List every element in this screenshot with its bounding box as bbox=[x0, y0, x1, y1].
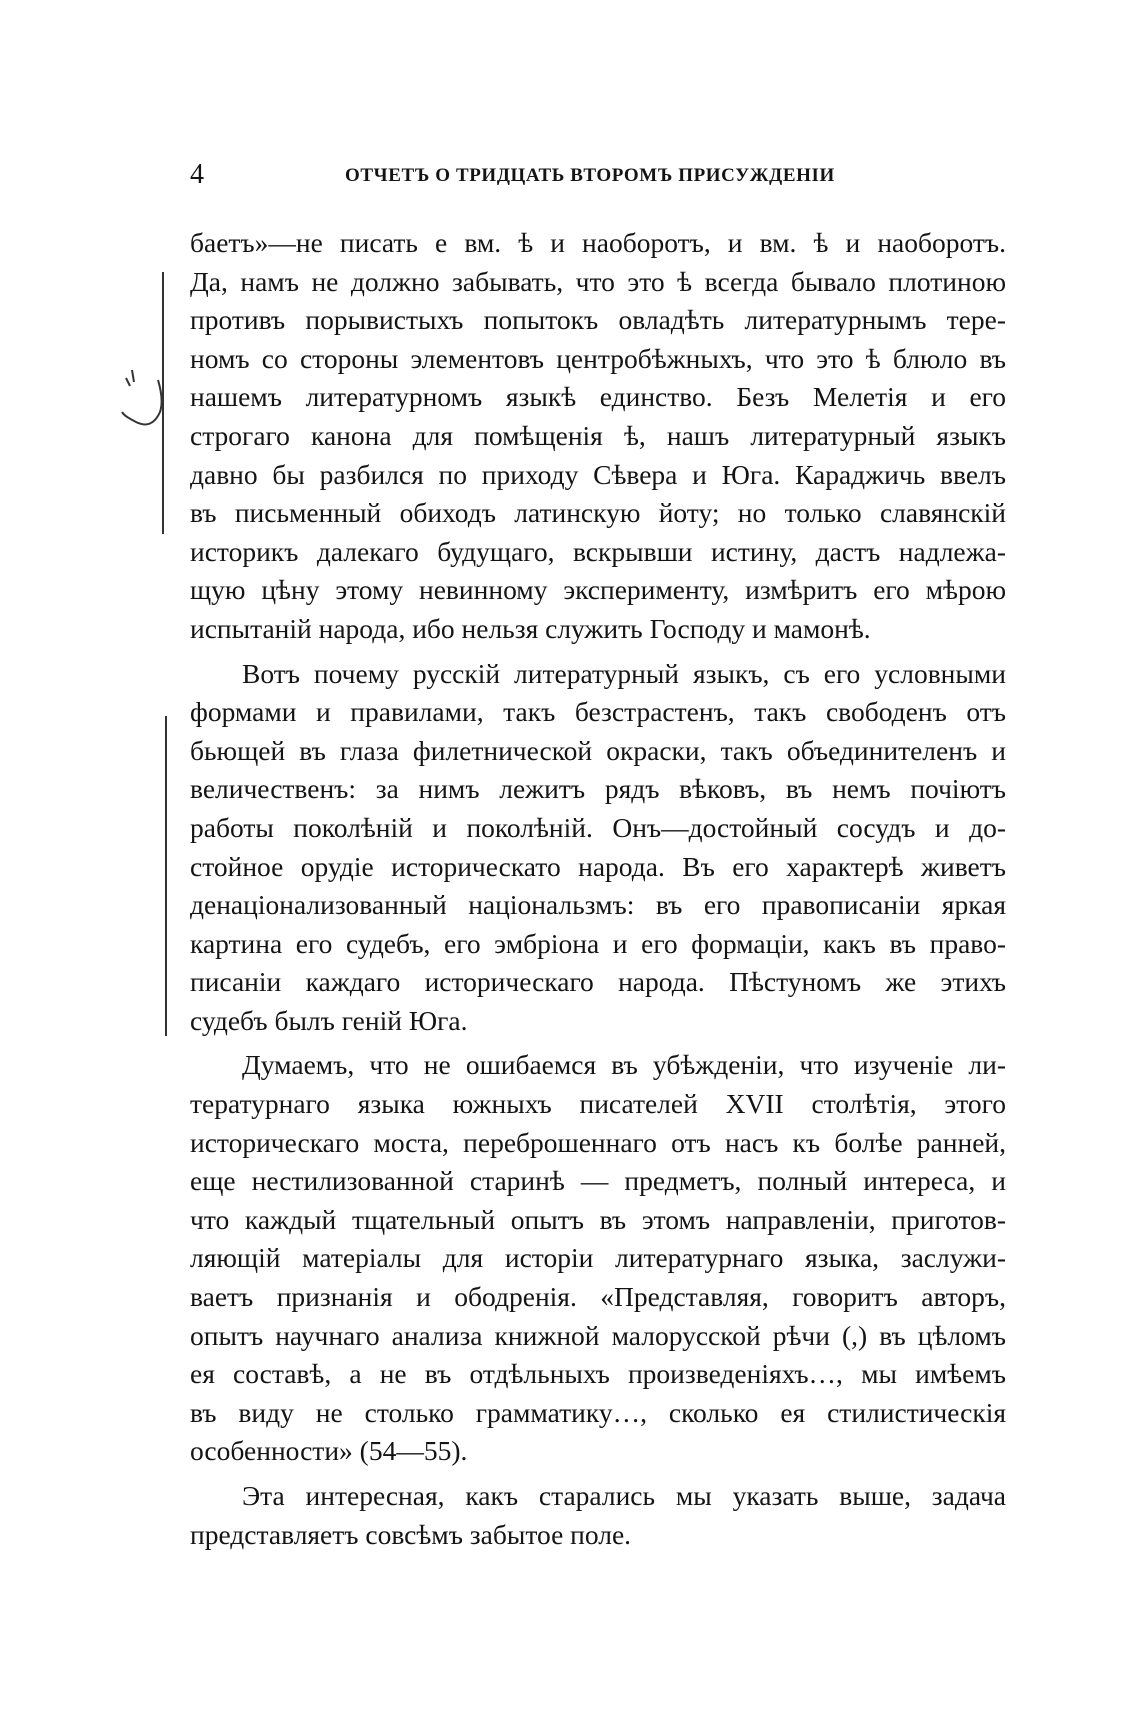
text-line: историческаго моста, переброшеннаго отъ насъ къ болѣе ранней, bbox=[190, 1126, 1006, 1158]
paragraph-2 bbox=[190, 655, 1006, 1041]
margin-pencil-squiggle bbox=[118, 360, 172, 450]
text-line: испытаній народа, ибо нельзя служить Господу и мамонѣ. bbox=[190, 612, 871, 644]
text-line: еще нестилизованной старинѣ — предметъ, полный интереса, и bbox=[190, 1165, 1006, 1197]
text-line: щую цѣну этому невинному эксперименту, измѣритъ его мѣрою bbox=[190, 574, 1006, 606]
text-line: работы поколѣній и поколѣній. Онъ—достойный сосудъ и до- bbox=[190, 811, 1006, 843]
text-line: ляющій матеріалы для исторіи литературнаго языка, заслужи- bbox=[190, 1242, 1006, 1274]
text-line: Вотъ почему русскій литературный языкъ, съ его условными bbox=[242, 657, 1006, 689]
paragraph-4 bbox=[190, 1477, 1006, 1554]
text-line: что каждый тщательный опытъ въ этомъ направленіи, приготов- bbox=[190, 1203, 1006, 1235]
text-line: нашемъ литературномъ языкѣ единство. Безъ Мелетія и его bbox=[190, 381, 1006, 413]
text-line: денаціонализованный національзмъ: въ его правописаніи яркая bbox=[190, 889, 1006, 921]
text-line: бьющей въ глаза филетнической окраски, такъ объединителенъ и bbox=[190, 734, 1006, 766]
margin-pencil-bracket bbox=[165, 716, 167, 1036]
paragraph-1 bbox=[190, 224, 1006, 649]
text-line: ваетъ признанія и ободренія. «Представляя, говоритъ авторъ, bbox=[190, 1281, 1006, 1313]
body-text bbox=[190, 224, 1006, 1554]
text-line: тературнаго языка южныхъ писателей XVII столѣтія, этого bbox=[190, 1088, 1006, 1120]
text-line: величественъ: за нимъ лежитъ рядъ вѣковъ, въ немъ почіютъ bbox=[190, 773, 1006, 805]
text-line: формами и правилами, такъ безстрастенъ, такъ свободенъ отъ bbox=[190, 696, 1006, 728]
text-line: судебъ былъ геній Юга. bbox=[190, 1004, 468, 1036]
text-line: давно бы разбился по приходу Сѣвера и Юга. Караджичь ввелъ bbox=[190, 458, 1006, 490]
text-line: представляетъ совсѣмъ забытое поле. bbox=[190, 1518, 632, 1550]
text-line: Думаемъ, что не ошибаемся въ убѣжденіи, что изученіе ли- bbox=[242, 1049, 1006, 1081]
text-line: ея составѣ, а не въ отдѣльныхъ произведеніяхъ…, мы имѣемъ bbox=[190, 1358, 1006, 1390]
text-line: Эта интересная, какъ старались мы указать выше, задача bbox=[242, 1480, 1006, 1511]
text-line: картина его судебъ, его эмбріона и его формаціи, какъ въ право- bbox=[190, 927, 1006, 959]
text-line: стойное орудіе историческато народа. Въ его характерѣ живетъ bbox=[190, 850, 1006, 882]
text-line: историкъ далекаго будущаго, вскрывши истину, дастъ надлежа- bbox=[190, 535, 1006, 567]
page-header bbox=[190, 160, 1010, 190]
text-line: въ виду не столько грамматику…, сколько ея стилистическія bbox=[190, 1396, 1006, 1428]
text-line: противъ порывистыхъ попытокъ овладѣть литературнымъ тере- bbox=[190, 304, 1006, 336]
text-line: писаніи каждаго историческаго народа. Пѣстуномъ же этихъ bbox=[190, 966, 1006, 998]
text-line: номъ со стороны элементовъ центробѣжныхъ, что это ѣ блюло въ bbox=[190, 342, 1006, 374]
paragraph-3 bbox=[190, 1046, 1006, 1471]
text-line: опытъ научнаго анализа книжной малорусской рѣчи (,) въ цѣломъ bbox=[190, 1319, 1006, 1351]
text-line: особенности» (54—55). bbox=[190, 1435, 468, 1467]
page-number: 4 bbox=[190, 159, 204, 190]
running-head: ОТЧЕТЪ О ТРИДЦАТЬ ВТОРОМЪ ПРИСУЖДЕНІИ bbox=[345, 165, 835, 186]
text-line: строгаго канона для помѣщенія ѣ, нашъ литературный языкъ bbox=[190, 419, 1006, 451]
text-line: въ письменный обиходъ латинскую йоту; но только славянскій bbox=[190, 497, 1006, 529]
text-line: баетъ»—не писать е вм. ѣ и наоборотъ, и вм. ѣ и наоборотъ. bbox=[190, 227, 1006, 258]
text-line: Да, намъ не должно забывать, что это ѣ всегда бывало плотиною bbox=[190, 265, 1006, 297]
